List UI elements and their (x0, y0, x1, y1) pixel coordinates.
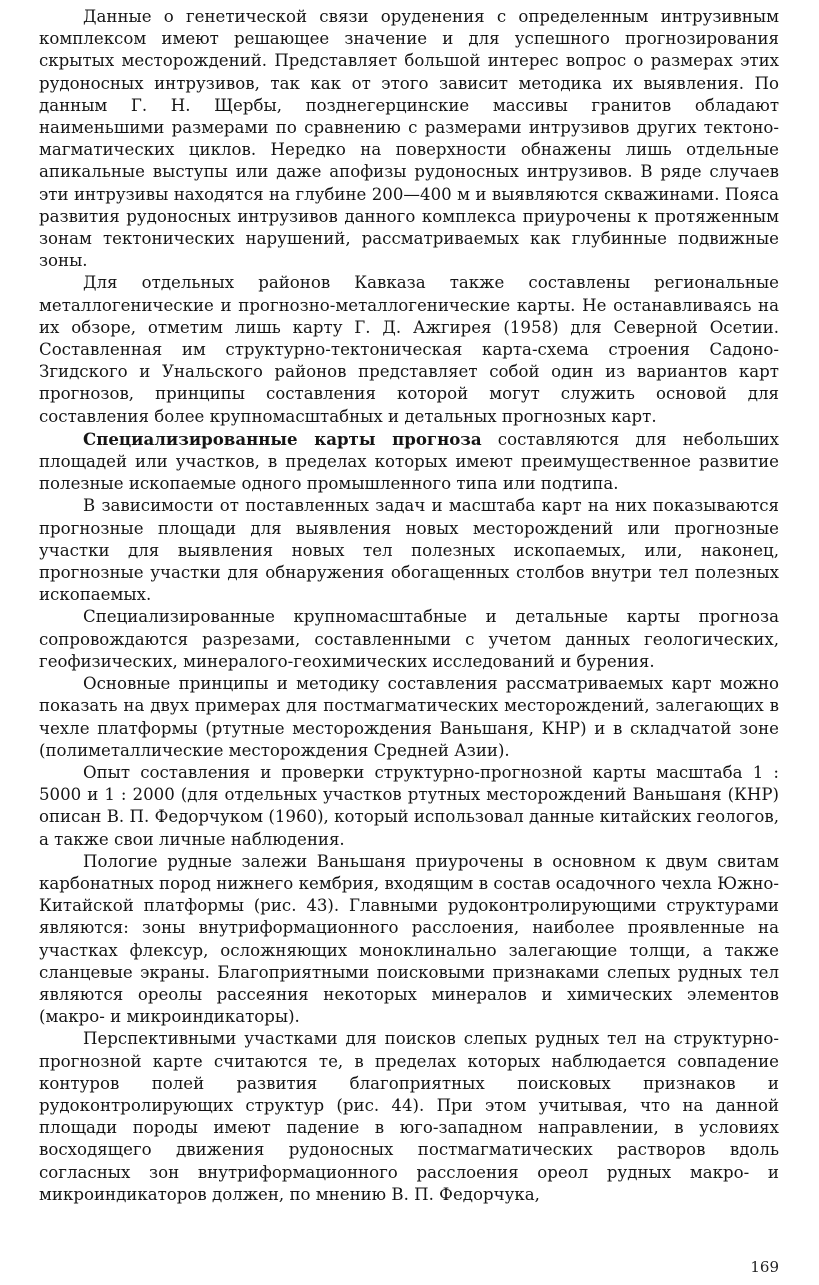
paragraph-sections: Специализированные крупномасштабные и детальные карты прогноза сопровождаются разрезами, составленными с учетом данных геологических, геофизических, минералого-геохимических исследований и бурения. (39, 607, 779, 671)
paragraph-specialized-maps (39, 428, 779, 496)
paragraph-principles: Основные принципы и методику составления рассматриваемых карт можно показать на двух примерах для постмагматических месторождений, залегающих в чехле платформы (ртутные месторождения Ваньшаня, КНР) и в складчатой зоне (полиметаллические месторождения Средней Азии). (39, 674, 779, 760)
paragraph-ore-deposits: Пологие рудные залежи Ваньшаня приурочены в основном к двум свитам карбонатных пород нижнего кембрия, входящим в состав осадочного чехла Южно-Китайской платформы (рис. 43). Главными рудоконтролирующими структурами являются: зоны внутриформационного расслоения, наиболее проявленные на участках флексур, осложняющих моноклинально залегающие толщи, а также сланцевые экраны. Благоприятными поисковыми признаками слепых рудных тел являются ореолы рассеяния некоторых минералов и химических элементов (макро- и микроиндикаторы). (39, 851, 779, 1027)
paragraph-genetic-link: Данные о генетической связи оруденения с определенным интрузивным комплексом имеют решающее значение и для успешного прогнозирования скрытых месторождений. Представляет большой интерес вопрос о размерах этих рудоносных интрузивов, так как от этого зависит методика их выявления. По данным Г. Н. Щербы, позднегерцинские массивы гранитов обладают наименьшими размерами по сравнению с размерами интрузивов других тектоно-магматических циклов. Нередко на поверхности обнажены лишь отдельные апикальные выступы или даже апофизы рудоносных интрузивов. В ряде случаев эти интрузивы находятся на глубине 200—400 м и выявляются скважинами. Пояса развития рудоносных интрузивов данного комплекса приурочены к протяженным зонам тектонических нарушений, рассматриваемых как глубинные подвижные зоны. (39, 7, 779, 271)
paragraph-experience: Опыт составления и проверки структурно-прогнозной карты масштаба 1 : 5000 и 1 : 2000 (для отдельных участков ртутных месторождений Ваньшаня (КНР) описан В. П. Федорчуком (1960), который использовал данные китайских геологов, а также свои личные наблюдения. (39, 762, 779, 849)
paragraph-specialized-maps-text: составляются для небольших площадей или участков, в пределах которых имеют преимущественное развитие полезные ископаемые одного промышленного типа или подтипа. (39, 429, 779, 494)
paragraph-forecast-areas: В зависимости от поставленных задач и масштаба карт на них показываются прогнозные площади для выявления новых месторождений или прогнозные участки для выявления новых тел полезных ископаемых, или, наконец, прогнозные участки для обнаружения обогащенных столбов внутри тел полезных ископаемых. (39, 496, 779, 605)
document-page (39, 6, 779, 1206)
paragraph-prospective-areas: Перспективными участками для поисков слепых рудных тел на структурно-прогнозной карте считаются те, в пределах которых наблюдается совпадение контуров полей развития благоприятных поисковых признаков и рудоконтролирующих структур (рис. 44). При этом учитывая, что на данной площади породы имеют падение в юго-западном направлении, в условиях восходящего движения рудоносных постмагматических растворов вдоль согласных зон внутриформационного расслоения ореол рудных макро- и микроиндикаторов должен, по мнению В. П. Федорчука, (39, 1029, 779, 1204)
paragraph-bold-lead: Специализированные карты прогноза (83, 428, 482, 449)
page-number: 169 (750, 1258, 779, 1276)
paragraph-caucasus-maps: Для отдельных районов Кавказа также составлены региональные металлогенические и прогнозно-металлогенические карты. Не останавливаясь на их обзоре, отметим лишь карту Г. Д. Ажгирея (1958) для Северной Осетии. Составленная им структурно-тектоническая карта-схема строения Садоно-Згидского и Унальского районов представляет собой один из вариантов карт прогнозов, принципы составления которой могут служить основой для составления более крупномасштабных и детальных прогнозных карт. (39, 273, 779, 426)
